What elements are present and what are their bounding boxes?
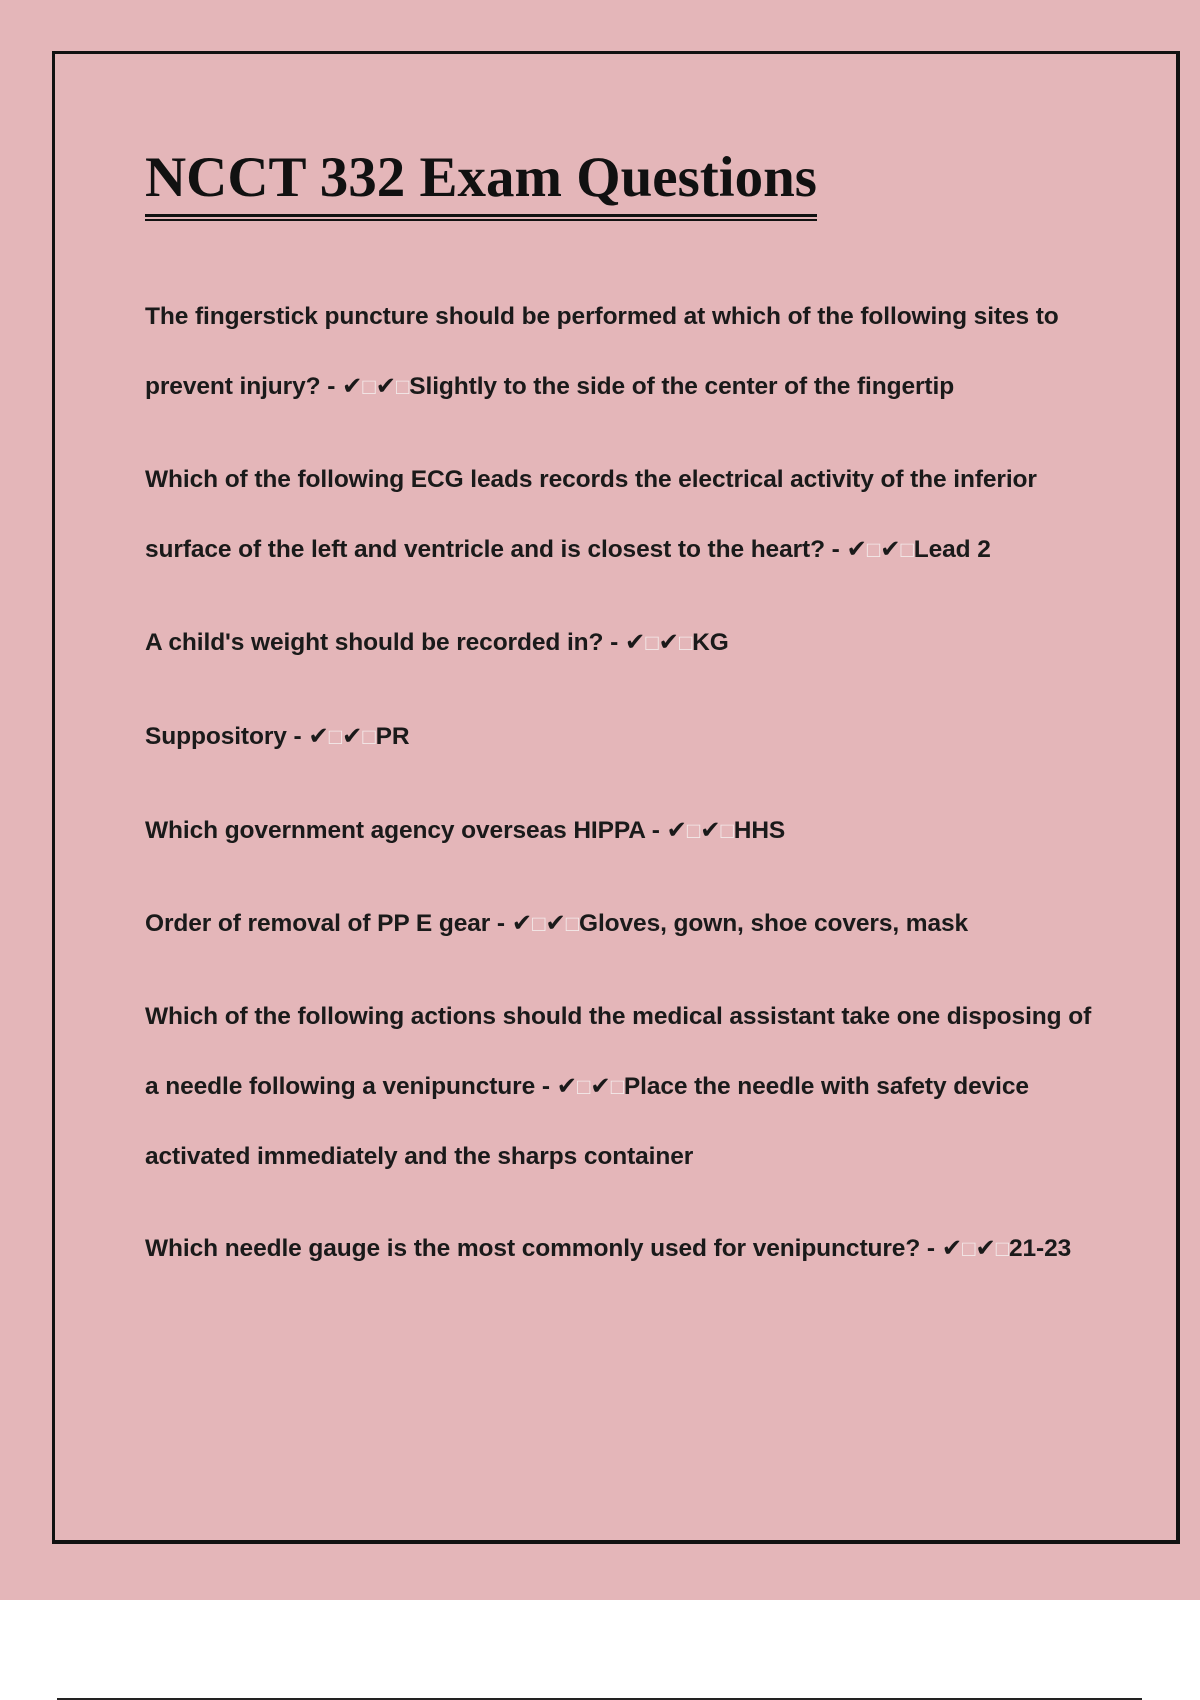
box-glyph: □ (565, 911, 579, 936)
check-icon: ✔ (556, 1073, 578, 1100)
box-glyph: □ (866, 537, 881, 562)
box-glyph: □ (362, 374, 376, 399)
question-text: Which government agency overseas HIPPA (145, 817, 645, 844)
check-icon: ✔ (941, 1235, 963, 1262)
check-icon: ✔ (341, 373, 363, 400)
box-glyph: □ (645, 630, 659, 655)
check-icon: ✔ (545, 910, 566, 937)
qa-item: Which government agency overseas HIPPA - ✔□✔□HHS (145, 817, 786, 844)
question-text: Which needle gauge is the most commonly used for venipuncture? (145, 1235, 921, 1262)
check-icon: ✔ (308, 723, 329, 750)
qa-item: Which of the following actions should the medical assistant take one disposing of a needle following a venipuncture - ✔□✔□Place the needle with safety device activated immediately and the sharps container (145, 1003, 1092, 1170)
question-text: Which of the following ECG leads records the electrical activity of the inferior surface of the left and ventricle and is closest to the heart? (145, 466, 1037, 563)
question-text: A child's weight should be recorded in? (145, 629, 604, 656)
check-icon: ✔ (624, 629, 646, 656)
qa-item: Suppository - ✔□✔□PR (145, 723, 410, 750)
qa-item: Order of removal of PP E gear - ✔□✔□Gloves, gown, shoe covers, mask (145, 910, 969, 937)
qa-item: Which of the following ECG leads records the electrical activity of the inferior surface of the left and ventricle and is closest to the heart? - ✔□✔□Lead 2 (145, 466, 1037, 563)
question-text: Which of the following actions should the medical assistant take one disposing of a needle following a venipuncture (145, 1003, 1092, 1100)
qa-item: The fingerstick puncture should be performed at which of the following sites to prevent injury? - ✔□✔□Slightly to the side of the center of the fingertip (145, 303, 1059, 400)
box-glyph: □ (686, 818, 701, 843)
answer-text: KG (692, 629, 729, 656)
box-glyph: □ (328, 724, 342, 749)
question-text: Order of removal of PP E gear (145, 910, 491, 937)
box-glyph: □ (577, 1074, 591, 1099)
box-glyph: □ (720, 818, 734, 843)
answer-text: Slightly to the side of the center of the fingertip (409, 373, 955, 400)
check-icon: ✔ (666, 817, 687, 844)
qa-item: Which needle gauge is the most commonly used for venipuncture? - ✔□✔□21-23 (145, 1235, 1072, 1262)
document-title: NCCT 332 Exam Questions (145, 143, 817, 217)
answer-text: HHS (733, 817, 786, 844)
check-icon: ✔ (975, 1235, 996, 1262)
check-icon: ✔ (658, 629, 679, 656)
question-text: Suppository (145, 723, 287, 750)
answer-text: Place the needle with safety device activated immediately and the sharps container (145, 1073, 1029, 1170)
check-icon: ✔ (590, 1073, 611, 1100)
box-glyph: □ (995, 1236, 1009, 1261)
box-glyph: □ (962, 1236, 976, 1261)
answer-text: 21-23 (1008, 1235, 1072, 1262)
answer-text: Lead 2 (913, 536, 991, 563)
check-icon: ✔ (880, 536, 901, 563)
box-glyph: □ (610, 1074, 624, 1099)
qa-item: A child's weight should be recorded in? - ✔□✔□KG (145, 629, 729, 656)
answer-text: PR (375, 723, 410, 750)
check-icon: ✔ (511, 910, 533, 937)
box-glyph: □ (532, 911, 546, 936)
box-glyph: □ (362, 724, 376, 749)
box-glyph: □ (900, 537, 914, 562)
check-icon: ✔ (341, 723, 363, 750)
page-border (52, 51, 1180, 1544)
box-glyph: □ (678, 630, 693, 655)
box-glyph: □ (396, 374, 410, 399)
answer-text: Gloves, gown, shoe covers, mask (578, 910, 969, 937)
check-icon: ✔ (700, 817, 721, 844)
check-icon: ✔ (375, 373, 397, 400)
question-text: The fingerstick puncture should be performed at which of the following sites to prevent injury? (145, 303, 1059, 400)
check-icon: ✔ (846, 536, 867, 563)
